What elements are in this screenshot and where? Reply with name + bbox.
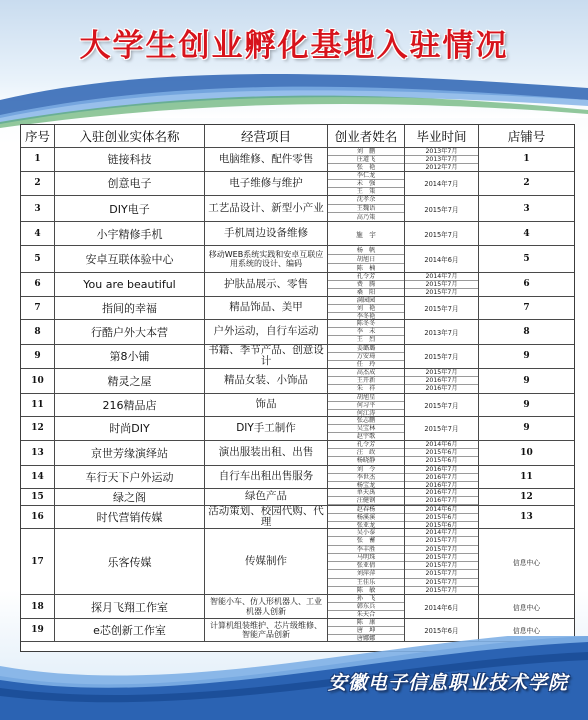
founder-name: 张 蓄 (328, 537, 404, 545)
entity-name: 创意电子 (55, 172, 205, 197)
founder-name: 张 艳 (356, 164, 376, 171)
table-row (21, 196, 574, 222)
row-number: 15 (21, 489, 55, 506)
row-number: 8 (21, 320, 55, 345)
page-title: 大学生创业孵化基地入驻情况 (79, 28, 509, 64)
entity-name: 京世芳缘演绎站 (55, 441, 205, 466)
entity-name: 探月飞翔工作室 (55, 595, 205, 619)
row-number: 10 (21, 369, 55, 394)
table-row (21, 595, 574, 619)
founder-name: 杨晓静 (356, 457, 376, 465)
founders-list (328, 506, 405, 530)
graduation-date: 2015年7月 (405, 196, 479, 222)
business-project: 智能小车、仿人形机器人、工业机器人创新 (205, 595, 328, 619)
graduation-date: 2015年7月 (405, 297, 479, 321)
header-cell: 序号 (21, 125, 55, 148)
founder-name: 孔令芳 (328, 441, 404, 449)
founders-list (328, 394, 405, 418)
table-row (21, 297, 574, 321)
business-project: 绿色产品 (205, 489, 328, 506)
graduation-date: 2015年6月 (405, 514, 478, 522)
row-number: 14 (21, 466, 55, 490)
founders-list (328, 320, 405, 345)
founder-name: 汪 政 (328, 449, 404, 457)
business-project: 户外运动，自行车运动 (205, 320, 328, 345)
entity-name: 时尚DIY (55, 417, 205, 441)
row-number: 11 (21, 394, 55, 418)
shop-number: 9 (479, 345, 574, 370)
graduation-date: 2016年7月 (405, 474, 478, 482)
row-number: 4 (21, 222, 55, 246)
table-row (21, 320, 574, 345)
graduation-date: 2013年7月 (405, 156, 478, 164)
founder-name: 朱 祥 (356, 385, 376, 393)
shop-number: 5 (479, 246, 574, 273)
founders-list (328, 345, 405, 370)
graduation-date: 2015年6月 (425, 457, 458, 465)
row-number: 17 (21, 529, 55, 595)
founder-name: 唐 坤 (328, 627, 404, 635)
row-number: 3 (21, 196, 55, 222)
founders-list (328, 196, 405, 222)
graduation-date: 2015年7月 (405, 394, 479, 418)
shop-number: 7 (479, 297, 574, 321)
graduation-date: 2016年7月 (405, 497, 478, 505)
founders-list (328, 148, 405, 172)
graduation-date: 2014年6月 (405, 595, 479, 619)
graduation-date: 2012年7月 (425, 164, 458, 171)
founder-name: 王 策 (356, 187, 376, 195)
founder-name: 刘 令 (328, 466, 404, 474)
entity-name: 车行天下户外运动 (55, 466, 205, 490)
graduation-date: 2016年7月 (405, 489, 478, 497)
founder-name: 陈 敏 (356, 586, 376, 594)
business-project: 精品女装、小饰品 (205, 369, 328, 394)
table-row (21, 222, 574, 246)
founder-name: 沈孝余 (328, 196, 404, 205)
founder-name: 万安琦 (328, 353, 404, 361)
graduation-date: 2015年6月 (405, 449, 478, 457)
founder-name: 任 玲 (356, 360, 376, 368)
graduation-date: 2015年7月 (405, 570, 478, 578)
graduation-dates (405, 273, 479, 297)
business-project: 计算机组装维护、芯片级维修、智能产品创新 (205, 619, 328, 642)
graduation-date: 2014年6月 (405, 506, 478, 514)
entity-name: You are beautiful (55, 273, 205, 297)
founder-name: 吴宝林 (328, 425, 404, 433)
business-project: 电子维修与维护 (205, 172, 328, 197)
founder-name: 张亚龙 (356, 521, 376, 529)
graduation-date: 2015年7月 (405, 369, 478, 377)
entity-name: 小宇精修手机 (55, 222, 205, 246)
graduation-date: 2015年7月 (405, 417, 479, 441)
founder-name: 杨 帆 (328, 246, 404, 255)
entity-name: 指间的幸福 (55, 297, 205, 321)
shop-number: 12 (479, 489, 574, 506)
shop-number: 2 (479, 172, 574, 197)
header-cell: 店铺号 (479, 125, 574, 148)
row-number: 16 (21, 506, 55, 530)
founder-name: 王 烈 (356, 336, 376, 344)
founder-name: 何习平 (328, 402, 404, 410)
founder-name: 陈 康 (328, 619, 404, 627)
shop-number: 9 (479, 394, 574, 418)
founder-name: 桑 阳 (356, 289, 376, 296)
founder-name: 陈 楠 (356, 264, 376, 272)
founders-list (328, 273, 405, 297)
row-number: 13 (21, 441, 55, 466)
founder-name: 汪健钢 (328, 497, 404, 505)
business-project: DIY手工制作 (205, 417, 328, 441)
tenant-table (20, 124, 575, 652)
graduation-date: 2014年7月 (405, 172, 479, 197)
founder-name: 赵春杨 (328, 506, 404, 514)
founders-list (328, 246, 405, 273)
business-project: 活动策划、校园代购、代理 (205, 506, 328, 530)
founder-name: 李仁龙 (328, 172, 404, 180)
founder-name: 李 未 (328, 328, 404, 336)
founder-name: 朱天合 (356, 611, 376, 618)
graduation-date: 2015年7月 (405, 345, 479, 370)
graduation-dates (405, 506, 479, 530)
graduation-dates (405, 529, 479, 595)
table-row (21, 246, 574, 273)
founder-name: 胡旭星 (328, 394, 404, 402)
graduation-dates (405, 441, 479, 466)
business-project: 移动WEB系统实践和安卓互联应用系统的设计、编码 (205, 246, 328, 273)
row-number: 7 (21, 297, 55, 321)
founders-list (328, 441, 405, 466)
shop-number: 9 (479, 417, 574, 441)
graduation-date: 2015年7月 (405, 554, 478, 562)
table-row (21, 489, 574, 506)
table-row (21, 529, 574, 595)
founders-list (328, 417, 405, 441)
row-number: 18 (21, 595, 55, 619)
founder-name: 杨溪溪 (328, 514, 404, 522)
graduation-date: 2016年7月 (425, 385, 458, 393)
row-number: 19 (21, 619, 55, 642)
row-number: 9 (21, 345, 55, 370)
founder-name: 何江涛 (356, 409, 376, 417)
founder-name: 王开新 (328, 377, 404, 385)
graduation-date: 2015年7月 (425, 289, 458, 296)
shop-number: 13 (479, 506, 574, 530)
shop-number: 11 (479, 466, 574, 490)
founders-list (328, 297, 405, 321)
shop-number: 信息中心 (479, 529, 574, 595)
graduation-date: 2015年6月 (405, 619, 479, 642)
founder-name: 孙 飞 (328, 595, 404, 603)
founder-name: 单天禹 (328, 489, 404, 497)
table-row (21, 172, 574, 197)
founders-list (328, 466, 405, 490)
founders-list (328, 489, 405, 506)
header-cell: 经营项目 (205, 125, 328, 148)
table-row (21, 506, 574, 530)
shop-number: 6 (479, 273, 574, 297)
table-row (21, 273, 574, 297)
business-project: 护肤品展示、零售 (205, 273, 328, 297)
founder-name: 张志鹏 (328, 417, 404, 425)
header-cell: 入驻创业实体名称 (55, 125, 205, 148)
founder-name: 唐娜娜 (356, 635, 376, 642)
graduation-dates (405, 466, 479, 490)
founder-name: 姜璐璐 (328, 345, 404, 353)
graduation-date: 2015年7月 (405, 579, 478, 587)
table-row (21, 369, 574, 394)
school-name-footer: 安徽电子信息职业技术学院 (327, 672, 568, 694)
graduation-date: 2015年7月 (425, 586, 458, 594)
founder-name: 王佳乐 (328, 579, 404, 587)
entity-name: e芯创新工作室 (55, 619, 205, 642)
graduation-date: 2015年7月 (405, 281, 478, 289)
graduation-dates (405, 489, 479, 506)
shop-number: 3 (479, 196, 574, 222)
shop-number: 信息中心 (479, 619, 574, 642)
row-number: 2 (21, 172, 55, 197)
founder-name: 刘萍萍 (328, 570, 404, 578)
row-number: 1 (21, 148, 55, 172)
founders-list (328, 369, 405, 394)
founder-name: 胡旭日 (328, 255, 404, 264)
shop-number: 8 (479, 320, 574, 345)
shop-number: 4 (479, 222, 574, 246)
shop-number: 10 (479, 441, 574, 466)
founder-name: 满园园 (328, 297, 404, 305)
graduation-date: 2013年7月 (405, 320, 479, 345)
business-project: 工艺品设计、新型小产业 (205, 196, 328, 222)
business-project: 电脑维修、配件零售 (205, 148, 328, 172)
row-number: 12 (21, 417, 55, 441)
founders-list (328, 595, 405, 619)
graduation-date: 2015年6月 (425, 521, 458, 529)
founder-name: 李冬艳 (356, 312, 376, 320)
founder-name: 马明珠 (328, 554, 404, 562)
table-row (21, 441, 574, 466)
table-row (21, 466, 574, 490)
founder-name: 李世杰 (328, 474, 404, 482)
graduation-date: 2014年7月 (405, 273, 478, 281)
founder-name: 费 腾 (328, 281, 404, 289)
header-swoosh-decoration (0, 60, 588, 130)
entity-name: 216精品店 (55, 394, 205, 418)
business-project: 传媒制作 (205, 529, 328, 595)
business-project: 演出服装出租、出售 (205, 441, 328, 466)
entity-name: 乐客传媒 (55, 529, 205, 595)
graduation-date: 2015年7月 (405, 562, 478, 570)
graduation-date: 2016年7月 (405, 466, 478, 474)
entity-name: 时代营销传媒 (55, 506, 205, 530)
founder-name: 高杰成 (328, 369, 404, 377)
table-row (21, 345, 574, 370)
founder-name: 吴小泰 (328, 529, 404, 537)
founders-list (328, 529, 405, 595)
founder-name: 张亚倩 (328, 562, 404, 570)
graduation-date: 2015年7月 (405, 222, 479, 246)
founder-name: 韩东兵 (328, 603, 404, 611)
graduation-date: 2013年7月 (405, 148, 478, 156)
graduation-dates (405, 369, 479, 394)
graduation-date: 2014年6月 (405, 246, 479, 273)
entity-name: 链接科技 (55, 148, 205, 172)
entity-name: DIY电子 (55, 196, 205, 222)
graduation-dates (405, 148, 479, 172)
header-cell: 创业者姓名 (328, 125, 405, 148)
business-project: 精品饰品、美甲 (205, 297, 328, 321)
graduation-date: 2014年6月 (405, 441, 478, 449)
founder-name: 刘 艳 (328, 305, 404, 313)
shop-number: 9 (479, 369, 574, 394)
founder-name: 刘 鹏 (328, 148, 404, 156)
row-number: 5 (21, 246, 55, 273)
shop-number: 信息中心 (479, 595, 574, 619)
shop-number: 1 (479, 148, 574, 172)
table-row (21, 417, 574, 441)
business-project: 手机周边设备维修 (205, 222, 328, 246)
graduation-date: 2016年7月 (425, 481, 458, 489)
founder-name: 陈冬冬 (328, 320, 404, 328)
graduation-date: 2015年7月 (405, 546, 478, 554)
header-cell: 毕业时间 (405, 125, 479, 148)
entity-name: 行酷户外大本营 (55, 320, 205, 345)
founder-name: 高乃策 (356, 213, 376, 221)
row-number: 6 (21, 273, 55, 297)
table-header-row (21, 125, 574, 148)
founder-name: 杨宝龙 (356, 481, 376, 489)
founder-name: 庄道飞 (328, 156, 404, 164)
founder-name: 王魏语 (328, 205, 404, 214)
graduation-date: 2016年7月 (405, 377, 478, 385)
entity-name: 精灵之屋 (55, 369, 205, 394)
founders-list (328, 172, 405, 197)
graduation-date: 2015年7月 (405, 537, 478, 545)
founder-name: 李丰胜 (328, 546, 404, 554)
business-project: 自行车出租出售服务 (205, 466, 328, 490)
graduation-date: 2014年7月 (405, 529, 478, 537)
founder-name: 赵宇歌 (356, 433, 376, 440)
entity-name: 安卓互联体验中心 (55, 246, 205, 273)
founder-name: 孔令芳 (328, 273, 404, 281)
founder-name: 未 强 (328, 180, 404, 188)
table-row (21, 148, 574, 172)
entity-name: 第8小铺 (55, 345, 205, 370)
entity-name: 绿之阁 (55, 489, 205, 506)
business-project: 书籍、季节产品、创意设计 (205, 345, 328, 370)
founder-name: 施 宇 (328, 222, 405, 246)
table-row (21, 394, 574, 418)
business-project: 饰品 (205, 394, 328, 418)
